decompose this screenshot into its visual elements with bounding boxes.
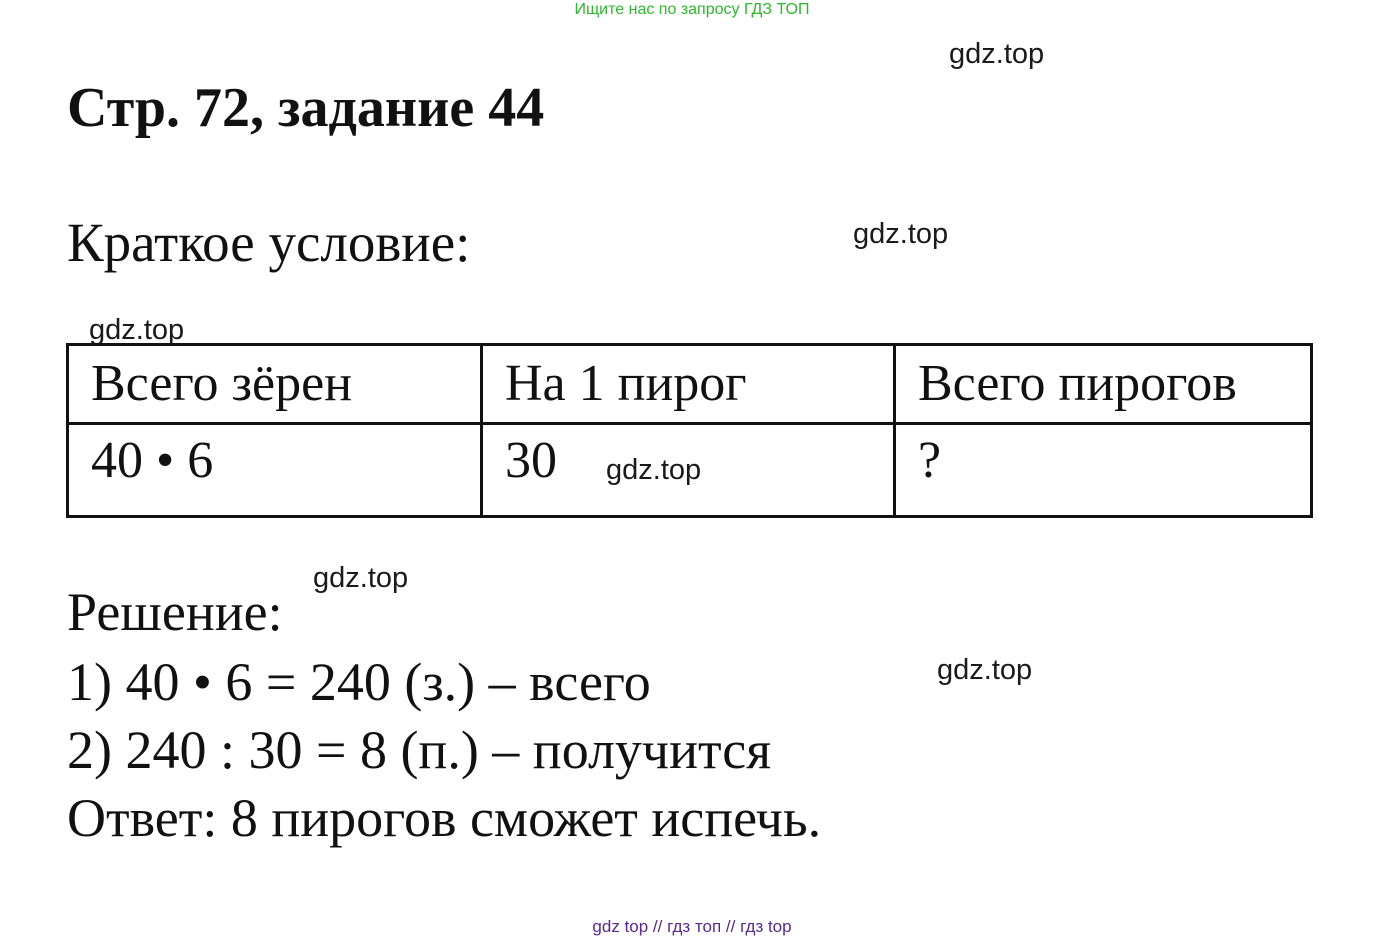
footer-links: gdz top // гдз топ // гдз top — [592, 917, 792, 936]
answer-line: Ответ: 8 пирогов сможет испечь. — [67, 788, 822, 848]
watermark: gdz.top — [89, 314, 185, 346]
value-total-pies: ? — [895, 424, 1312, 517]
header-total-grains: Всего зёрен — [68, 345, 482, 424]
top-banner: Ищите нас по запросу ГДЗ ТОП — [574, 1, 810, 18]
condition-table — [66, 343, 1313, 518]
solution-heading: Решение: — [67, 582, 283, 642]
watermark: gdz.top — [937, 654, 1033, 686]
table-header-row — [68, 345, 1312, 424]
value-total-grains: 40 • 6 — [68, 424, 482, 517]
watermark: gdz.top — [313, 562, 409, 594]
solution-step-1: 1) 40 • 6 = 240 (з.) – всего — [67, 652, 651, 712]
watermark: gdz.top — [949, 38, 1045, 70]
value-per-pie: 30 — [482, 424, 895, 517]
condition-heading: Краткое условие: — [67, 212, 471, 273]
page-title: Стр. 72, задание 44 — [67, 77, 545, 139]
header-total-pies: Всего пирогов — [895, 345, 1312, 424]
watermark: gdz.top — [606, 454, 702, 486]
watermark: gdz.top — [853, 218, 949, 250]
solution-step-2: 2) 240 : 30 = 8 (п.) – получится — [67, 720, 772, 780]
header-per-pie: На 1 пирог — [482, 345, 895, 424]
